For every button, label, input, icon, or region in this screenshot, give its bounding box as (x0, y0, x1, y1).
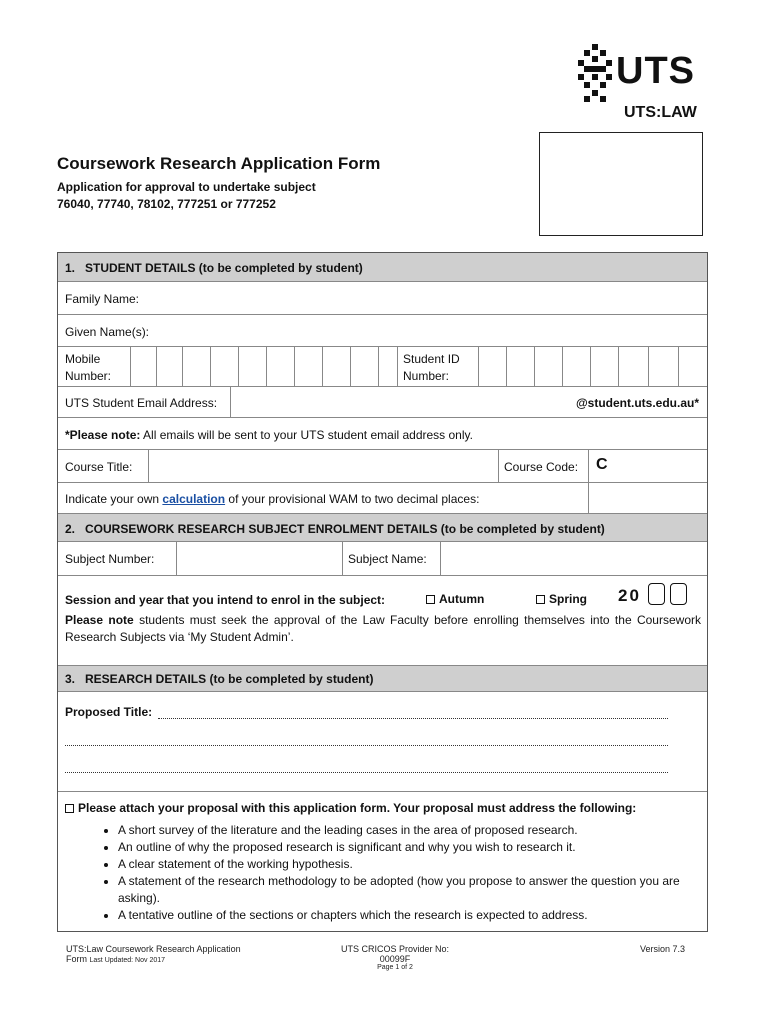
mobile-label: Mobile Number: (65, 352, 112, 383)
student-id-digit-box[interactable] (478, 347, 507, 386)
section2-header (58, 514, 707, 542)
footer-page-number: Page 1 of 2 (377, 964, 413, 971)
year-digit-box[interactable] (648, 583, 665, 605)
subject-name-input[interactable] (441, 542, 707, 575)
spring-label: Spring (549, 592, 587, 606)
mobile-digit-box[interactable] (238, 347, 267, 386)
list-item: • A tentative outline of the sections or chapters which the research is expected to address. (118, 907, 708, 924)
course-code-label: Course Code: (504, 460, 579, 474)
session-note-bold: Please note (65, 613, 134, 627)
wam-input[interactable] (589, 483, 707, 513)
section1-heading: 1. STUDENT DETAILS (to be completed by student) (65, 261, 363, 275)
footer-form-name: UTS:Law Coursework Research Application (66, 944, 241, 954)
list-item: • A short survey of the literature and the leading cases in the area of proposed research. (118, 822, 708, 839)
email-label: UTS Student Email Address: (65, 396, 218, 410)
list-item: • A clear statement of the working hypothesis. (118, 856, 708, 873)
mobile-digit-box[interactable] (210, 347, 239, 386)
section3-header (58, 666, 707, 692)
proposed-title-line[interactable] (158, 718, 668, 719)
family-name-label: Family Name: (65, 292, 140, 306)
proposed-title-label: Proposed Title: (65, 705, 153, 719)
student-id-digit-box[interactable] (506, 347, 535, 386)
list-item: • An outline of why the proposed research is significant and why you wish to research it. (118, 839, 708, 856)
proposed-title-line[interactable] (65, 745, 668, 746)
session-row (58, 576, 707, 666)
application-form (57, 252, 708, 932)
attach-text: Please attach your proposal with this application form. Your proposal must address the following: (78, 801, 637, 815)
email-note-row (58, 418, 707, 450)
wam-row (58, 483, 707, 514)
mobile-digit-box[interactable] (294, 347, 323, 386)
attach-proposal-row (58, 792, 707, 932)
student-id-digit-box[interactable] (648, 347, 679, 386)
subject-number-label: Subject Number: (65, 552, 155, 566)
email-note-text: All emails will be sent to your UTS student email address only. (140, 428, 473, 442)
footer-cricos: UTS CRICOS Provider No: 00099F (340, 944, 450, 964)
session-note-text: students must seek the approval of the Law Faculty before enrolling themselves into the Coursework Research Subjects via ‘My Student Admin’. (65, 613, 701, 644)
subject-row (58, 542, 707, 576)
email-suffix: @student.uts.edu.au* (575, 396, 699, 410)
family-name-row[interactable] (58, 282, 707, 315)
footer-left (66, 944, 241, 964)
student-id-digit-box[interactable] (562, 347, 591, 386)
autumn-checkbox[interactable] (426, 595, 435, 604)
course-title-label: Course Title: (65, 460, 133, 474)
proposed-title-row[interactable] (58, 692, 707, 792)
student-id-label: Student ID Number: (403, 352, 460, 383)
spring-checkbox[interactable] (536, 595, 545, 604)
email-row (58, 387, 707, 418)
form-title: Coursework Research Application Form (57, 154, 381, 173)
year-digit-box[interactable] (670, 583, 687, 605)
student-id-digit-box[interactable] (590, 347, 619, 386)
session-note (65, 612, 701, 646)
mobile-digit-box[interactable] (350, 347, 379, 386)
footer-last-updated: Last Updated: Nov 2017 (89, 957, 166, 964)
course-code-prefix: C (596, 456, 608, 473)
student-id-digit-box[interactable] (618, 347, 649, 386)
student-id-digit-box[interactable] (534, 347, 563, 386)
course-row (58, 450, 707, 483)
logo-wordmark: UTS (616, 50, 695, 92)
wam-text-after: of your provisional WAM to two decimal places: (225, 492, 480, 506)
session-label: Session and year that you intend to enrol in the subject: (65, 593, 386, 607)
mobile-digit-box[interactable] (322, 347, 351, 386)
wam-calculation-link[interactable]: calculation (162, 492, 226, 506)
footer-version: Version 7.3 (640, 944, 686, 954)
section3-heading: 3. RESEARCH DETAILS (to be completed by student) (65, 672, 374, 686)
given-names-label: Given Name(s): (65, 325, 150, 339)
section2-heading: 2. COURSEWORK RESEARCH SUBJECT ENROLMENT DETAILS (to be completed by student) (65, 522, 605, 536)
form-subtitle: Application for approval to undertake subject 76040, 77740, 78102, 777251 or 777252 (57, 180, 316, 211)
section1-header (58, 253, 707, 282)
subject-name-label: Subject Name: (348, 552, 427, 566)
faculty-label: UTS:LAW (624, 104, 697, 121)
footer-center (325, 944, 465, 971)
list-item: • A statement of the research methodology to be adopted (how you propose to answer the question you are asking). (118, 873, 708, 907)
footer-form-word: Form (66, 954, 87, 964)
student-id-digit-box[interactable] (678, 347, 708, 386)
mobile-studentid-row (58, 347, 707, 387)
uts-logo (578, 44, 718, 124)
subject-number-input[interactable] (177, 542, 342, 575)
proposed-title-line[interactable] (65, 772, 668, 773)
spring-option[interactable] (536, 592, 587, 606)
mobile-digit-box[interactable] (266, 347, 295, 386)
uts-crest-icon (578, 44, 612, 102)
email-note-bold: *Please note: (65, 428, 141, 442)
wam-text-before: Indicate your own (65, 492, 163, 506)
course-title-input[interactable] (149, 450, 498, 482)
autumn-option[interactable] (426, 592, 484, 606)
mobile-digit-box[interactable] (156, 347, 183, 386)
mobile-digit-box[interactable] (378, 347, 398, 386)
year-prefix: 20 (618, 586, 641, 605)
proposal-requirements-list (94, 822, 708, 924)
mobile-digit-box[interactable] (130, 347, 157, 386)
photo-box (539, 132, 703, 236)
attach-checkbox[interactable] (65, 804, 74, 813)
autumn-label: Autumn (439, 592, 485, 606)
mobile-digit-box[interactable] (182, 347, 211, 386)
given-names-row[interactable] (58, 315, 707, 347)
